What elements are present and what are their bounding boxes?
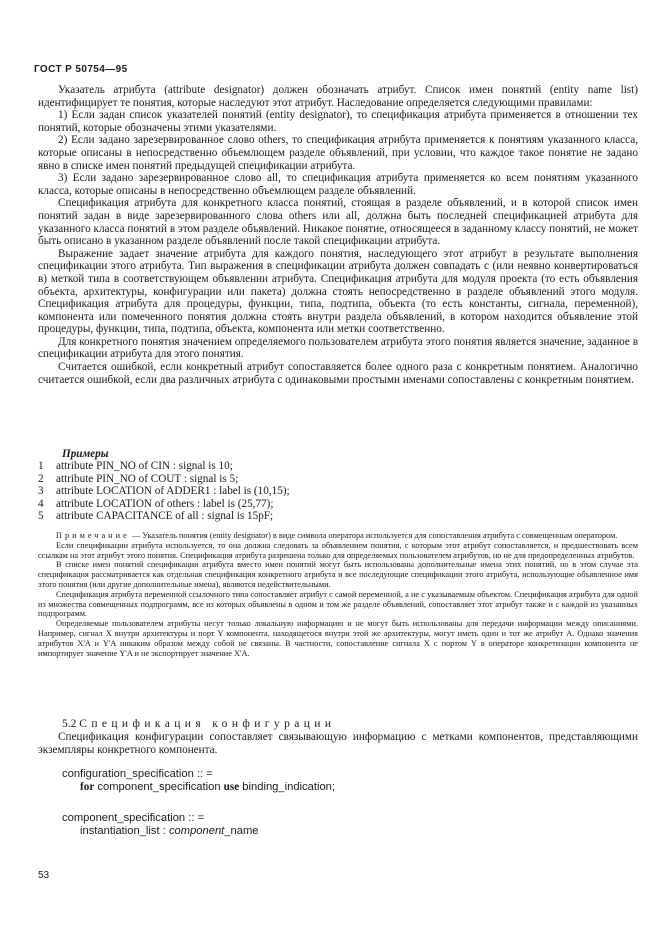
- example-line: 4 attribute LOCATION of others : label is (25,77);: [38, 497, 274, 510]
- syntax-rule: component_specification :: =: [62, 812, 205, 824]
- paragraph: Выражение задает значение атрибута для каждого понятия, наследующего этот атрибут в результате выполнения спецификации этого атрибута. Тип выражения в спецификации атрибута должен совпадать с (или неявно конвертироваться в) меткой типа в соответствующем объявлении атрибута. Спецификация атрибута для модуля проекта (то есть объявления объекта, архитектуры, конфигурации или пакета) должна стоять непосредственно в разделе объявлений этого модуля. Спецификация атрибута для процедуры, функции, типа, подтипа, объекта (то есть константы, сигнала, переменной), компонента или помеченного понятия должна стоять внутри раздела объявлений, в котором находится объявление этой процедуры, функции, типа, подтипа, объекта, компонента или метки соответственно.: [38, 247, 638, 336]
- note-block: [38, 531, 638, 658]
- section-title: Спецификация конфигурации: [79, 718, 336, 730]
- standard-header: ГОСТ Р 50754—95: [34, 64, 128, 75]
- paragraph: Указатель атрибута (attribute designator) должен обозначать атрибут. Список имен понятий (entity name list) идентифицирует те понятия, которые наследуют этот атрибут. Наследование определяется следующими правилами:: [38, 84, 638, 109]
- note-label: Примечание: [56, 531, 130, 540]
- syntax-production: instantiation_list : component_name: [80, 824, 259, 837]
- section-body: [38, 731, 638, 756]
- syntax-block-component: [62, 812, 259, 837]
- page-number: 53: [38, 870, 50, 881]
- section-number: 5.2: [62, 718, 77, 730]
- note-paragraph: В списке имен понятий спецификации атрибута вместо имен понятий могут быть использованы дополнительные имена этих понятий, но в этом случае эта спецификация рассматривается как отдельная спецификация конкретного атрибута и все последующие спецификации этого атрибута, использующие объявленное имя этого понятия (или другие дополнительные имена), являются недействительными.: [38, 560, 638, 589]
- examples-list: [38, 460, 290, 523]
- note-first: Примечание — Указатель понятия (entity designator) в виде символа оператора используется для сопоставления атрибута с совмещенным оператором.: [56, 531, 618, 540]
- syntax-rule: configuration_specification :: =: [62, 768, 213, 780]
- note-paragraph: Определяемые пользователем атрибуты несут только локальную информацию и не могут быть использованы для передачи информации между описаниями. Например, сигнал X внутри архитектуры и порт Y компонента, находящегося внутри этой же архитектуры, могут иметь один и тот же атрибут A. Однако значения атрибутов X'A и Y'A никаким образом между собой не связаны. В частности, сопоставление сигнала X с портом Y в операторе конкретизации компонента не импортирует значение Y'A и не экспортирует значение X'A.: [38, 619, 638, 658]
- section-paragraph: Спецификация конфигурации сопоставляет связывающую информацию с метками компонентов, представляющими экземпляры конкретного компонента.: [38, 731, 638, 756]
- paragraph: Спецификация атрибута для конкретного класса понятий, стоящая в разделе объявлений, и в которой список имен понятий задан в виде зарезервированного слова others или all, должна быть последней спецификацией атрибута для указанного класса понятий в этом разделе объявлений. Никакое понятие, относящееся в заданному классу понятий, не может быть описано в указанном разделе объявлений после такой спецификации атрибута.: [38, 197, 638, 248]
- paragraph: Считается ошибкой, если конкретный атрибут сопоставляется более одного раза с конкретным понятием. Аналогично считается ошибкой, если два различных атрибута с одинаковыми простыми именами сопоставлены с конкретным понятием.: [38, 361, 638, 386]
- rule-1: 1) Если задан список указателей понятий (entity designator), то спецификация атрибута применяется в отношении тех понятий, которые обозначены этими указателями.: [38, 109, 638, 134]
- example-line: 2 attribute PIN_NO of COUT : signal is 5;: [38, 472, 239, 485]
- note-paragraph: Спецификация атрибута переменной ссылочного типа сопоставляет атрибут с самой переменной, а не с указываемым объектом. Спецификация атрибута для одной из множества совмещенных подпрограмм, все из которых объявлены в одном и том же разделе объявлений, сопоставляет этот атрибут также и с каждой из указанных подпрограмм.: [38, 589, 638, 619]
- examples-title: Примеры: [62, 448, 109, 460]
- note-paragraph: Если спецификации атрибута используется, то она должна следовать за объявлением понятия, с которым этот атрибут сопоставляется, и предшествовать всем ссылкам на этот атрибут этого понятия. Спецификация атрибута разрешена только для определяемых пользователем атрибутов, но не для предопределенных атрибутов.: [38, 540, 638, 560]
- main-body: [38, 84, 638, 386]
- example-line: 3 attribute LOCATION of ADDER1 : label is (10,15);: [38, 485, 290, 498]
- syntax-block-configuration: [62, 768, 335, 793]
- example-line: 5 attribute CAPACITANCE of all : signal is 15pF;: [38, 510, 274, 523]
- syntax-production: for component_specification use binding_indication;: [80, 780, 335, 793]
- paragraph: Для конкретного понятия значением определяемого пользователем атрибута этого понятия является значение, заданное в спецификации атрибута для этого понятия.: [38, 335, 638, 361]
- section-heading: [62, 718, 335, 730]
- example-line: 1 attribute PIN_NO of CIN : signal is 10;: [38, 460, 233, 472]
- rule-3: 3) Если задано зарезервированное слово all, то спецификация атрибута применяется ко всем понятиям указанного класса, которые описаны в непосредственно объемлющем разделе объявлений.: [38, 172, 638, 197]
- rule-2: 2) Если задано зарезервированное слово others, то спецификация атрибута применяется к понятиям указанного класса, которые описаны в непосредственно объемлющем разделе объявлений, при условии, что каждое такое понятие не задано явно в списке имен понятий предыдущей спецификации атрибута.: [38, 134, 638, 172]
